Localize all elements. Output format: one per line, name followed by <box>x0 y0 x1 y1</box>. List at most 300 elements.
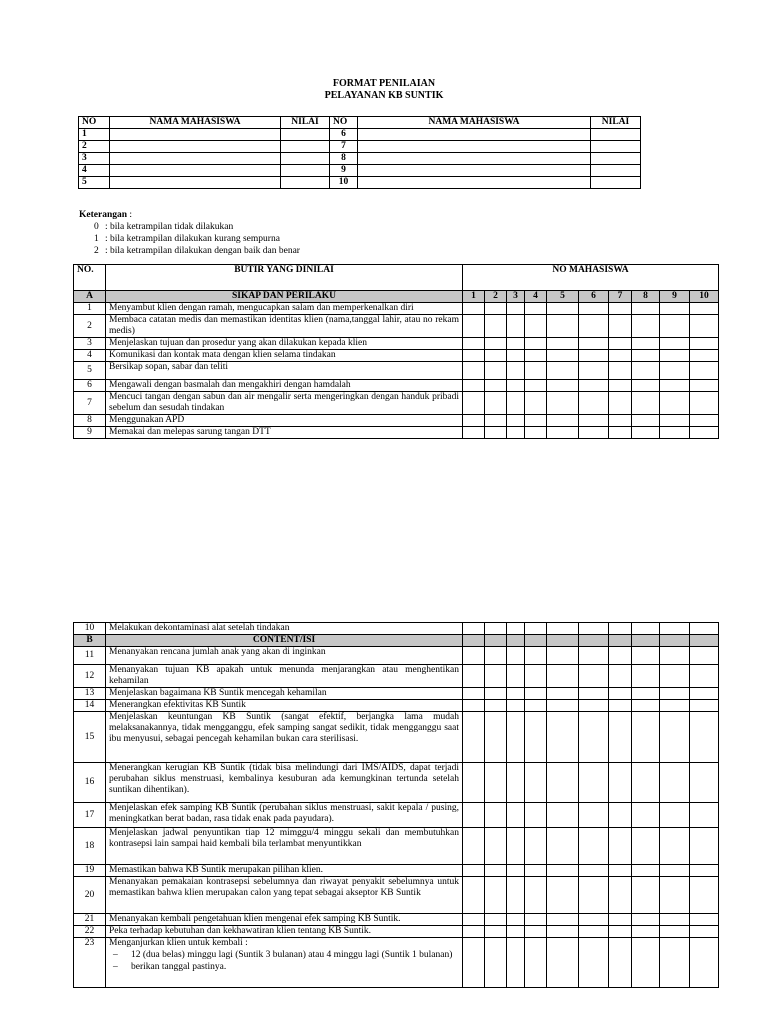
student-col-header: 5 <box>547 291 579 303</box>
nilai-cell[interactable] <box>281 129 330 141</box>
score-cell[interactable] <box>609 647 632 665</box>
score-cell[interactable] <box>485 938 507 988</box>
item-text: Memakai dan melepas sarung tangan DTT <box>106 427 463 439</box>
score-cell[interactable] <box>525 303 547 315</box>
nama-cell[interactable] <box>358 165 591 177</box>
score-cell[interactable] <box>609 803 632 828</box>
header-nama: NAMA MAHASISWA <box>110 117 281 129</box>
score-cell[interactable] <box>547 380 579 392</box>
score-cell[interactable] <box>485 926 507 938</box>
item-text: Bersikap sopan, sabar dan teliti <box>106 362 463 380</box>
nama-cell[interactable] <box>358 129 591 141</box>
score-cell[interactable] <box>660 700 690 712</box>
score-cell[interactable] <box>632 392 660 415</box>
score-cell[interactable] <box>660 623 690 635</box>
nilai-cell[interactable] <box>591 153 641 165</box>
score-cell[interactable] <box>609 415 632 427</box>
score-cell[interactable] <box>463 688 485 700</box>
score-cell[interactable] <box>690 635 719 647</box>
nama-cell[interactable] <box>110 141 281 153</box>
score-cell[interactable] <box>547 665 579 688</box>
score-cell[interactable] <box>507 623 525 635</box>
nama-cell[interactable] <box>358 177 591 189</box>
score-cell[interactable] <box>507 315 525 338</box>
score-cell[interactable] <box>609 865 632 877</box>
score-cell[interactable] <box>579 763 609 803</box>
score-cell[interactable] <box>525 688 547 700</box>
item-text: Menyambut klien dengan ramah, mengucapkan salam dan memperkenalkan diri <box>106 303 463 315</box>
student-col-header: 7 <box>609 291 632 303</box>
score-cell[interactable] <box>547 938 579 988</box>
score-cell[interactable] <box>485 877 507 914</box>
score-cell[interactable] <box>690 415 719 427</box>
score-cell[interactable] <box>632 647 660 665</box>
score-cell[interactable] <box>507 763 525 803</box>
score-cell[interactable] <box>690 427 719 439</box>
score-cell[interactable] <box>507 865 525 877</box>
score-cell[interactable] <box>547 362 579 380</box>
score-cell[interactable] <box>579 427 609 439</box>
score-cell[interactable] <box>660 763 690 803</box>
score-cell[interactable] <box>660 938 690 988</box>
score-cell[interactable] <box>507 415 525 427</box>
score-cell[interactable] <box>632 350 660 362</box>
score-cell[interactable] <box>690 315 719 338</box>
score-cell[interactable] <box>609 303 632 315</box>
keterangan <box>79 209 300 257</box>
score-cell[interactable] <box>547 803 579 828</box>
score-cell[interactable] <box>547 647 579 665</box>
score-cell[interactable] <box>547 415 579 427</box>
score-cell[interactable] <box>609 635 632 647</box>
score-cell[interactable] <box>525 623 547 635</box>
score-cell[interactable] <box>609 914 632 926</box>
score-cell[interactable] <box>507 362 525 380</box>
score-cell[interactable] <box>485 914 507 926</box>
student-col-header: 1 <box>463 291 485 303</box>
nama-cell[interactable] <box>358 153 591 165</box>
score-cell[interactable] <box>579 700 609 712</box>
score-cell[interactable] <box>632 763 660 803</box>
item-number: 11 <box>74 647 106 665</box>
score-cell[interactable] <box>507 926 525 938</box>
nilai-cell[interactable] <box>591 165 641 177</box>
score-cell[interactable] <box>463 647 485 665</box>
item-text: Mencuci tangan dengan sabun dan air mengalir serta mengeringkan dengan handuk pribadi sebelum dan sesudah tindakan <box>106 392 463 415</box>
score-cell[interactable] <box>632 338 660 350</box>
score-cell[interactable] <box>485 350 507 362</box>
score-cell[interactable] <box>690 392 719 415</box>
score-cell[interactable] <box>579 712 609 763</box>
nama-cell[interactable] <box>110 153 281 165</box>
table-row <box>74 392 719 415</box>
nama-cell[interactable] <box>110 165 281 177</box>
score-cell[interactable] <box>547 688 579 700</box>
score-cell[interactable] <box>485 688 507 700</box>
item-number: 6 <box>74 380 106 392</box>
score-cell[interactable] <box>632 877 660 914</box>
score-cell[interactable] <box>525 914 547 926</box>
score-cell[interactable] <box>547 303 579 315</box>
score-cell[interactable] <box>660 647 690 665</box>
score-cell[interactable] <box>660 362 690 380</box>
score-cell[interactable] <box>660 415 690 427</box>
score-cell[interactable] <box>547 635 579 647</box>
nilai-cell[interactable] <box>281 153 330 165</box>
score-cell[interactable] <box>525 362 547 380</box>
score-cell[interactable] <box>632 380 660 392</box>
score-cell[interactable] <box>690 763 719 803</box>
score-cell[interactable] <box>660 380 690 392</box>
score-cell[interactable] <box>632 914 660 926</box>
score-cell[interactable] <box>507 427 525 439</box>
score-cell[interactable] <box>547 763 579 803</box>
score-cell[interactable] <box>525 635 547 647</box>
score-cell[interactable] <box>632 303 660 315</box>
score-cell[interactable] <box>463 623 485 635</box>
score-cell[interactable] <box>507 350 525 362</box>
score-cell[interactable] <box>525 828 547 865</box>
score-cell[interactable] <box>690 877 719 914</box>
score-cell[interactable] <box>485 865 507 877</box>
item-text: Memastikan bahwa KB Suntik merupakan pilihan klien. <box>106 865 463 877</box>
score-cell[interactable] <box>547 427 579 439</box>
score-cell[interactable] <box>690 938 719 988</box>
item-number: 14 <box>74 700 106 712</box>
score-cell[interactable] <box>632 362 660 380</box>
score-cell[interactable] <box>485 380 507 392</box>
score-cell[interactable] <box>463 914 485 926</box>
score-cell[interactable] <box>507 635 525 647</box>
score-cell[interactable] <box>632 623 660 635</box>
score-cell[interactable] <box>609 623 632 635</box>
score-cell[interactable] <box>463 712 485 763</box>
score-cell[interactable] <box>507 392 525 415</box>
score-cell[interactable] <box>632 415 660 427</box>
score-cell[interactable] <box>579 635 609 647</box>
score-cell[interactable] <box>609 362 632 380</box>
score-cell[interactable] <box>525 415 547 427</box>
item-text: Menjelaskan keuntungan KB Suntik (sangat efektif, berjangka lama mudah melaksanakannya, tidak mengganggu, efek samping sangat sedikit, tidak mengganggu saat ibu menyusui, sebagai pencegah kehamilan bukan cara sterilisasi. <box>106 712 463 763</box>
item-text: Menjelaskan tujuan dan prosedur yang akan dilakukan kepada klien <box>106 338 463 350</box>
score-cell[interactable] <box>579 865 609 877</box>
score-cell[interactable] <box>547 700 579 712</box>
score-cell[interactable] <box>463 303 485 315</box>
item-text: Menanyakan tujuan KB apakah untuk menunda menjarangkan atau menghentikan kehamilan <box>106 665 463 688</box>
score-cell[interactable] <box>609 427 632 439</box>
table-row <box>74 914 719 926</box>
score-cell[interactable] <box>525 380 547 392</box>
score-cell[interactable] <box>579 938 609 988</box>
score-cell[interactable] <box>507 877 525 914</box>
score-cell[interactable] <box>507 665 525 688</box>
score-cell[interactable] <box>547 877 579 914</box>
score-cell[interactable] <box>660 803 690 828</box>
score-cell[interactable] <box>463 427 485 439</box>
score-cell[interactable] <box>525 350 547 362</box>
score-cell[interactable] <box>660 688 690 700</box>
score-cell[interactable] <box>609 712 632 763</box>
score-cell[interactable] <box>525 712 547 763</box>
score-cell[interactable] <box>579 803 609 828</box>
score-cell[interactable] <box>525 926 547 938</box>
score-cell[interactable] <box>609 828 632 865</box>
score-cell[interactable] <box>525 763 547 803</box>
score-cell[interactable] <box>485 362 507 380</box>
score-cell[interactable] <box>485 803 507 828</box>
score-cell[interactable] <box>485 303 507 315</box>
student-col-header: 9 <box>660 291 690 303</box>
student-col-header: 6 <box>579 291 609 303</box>
score-cell[interactable] <box>579 392 609 415</box>
score-cell[interactable] <box>463 803 485 828</box>
item-number: 5 <box>74 362 106 380</box>
score-cell[interactable] <box>463 362 485 380</box>
score-cell[interactable] <box>609 700 632 712</box>
score-cell[interactable] <box>463 865 485 877</box>
score-cell[interactable] <box>525 665 547 688</box>
score-cell[interactable] <box>579 350 609 362</box>
score-cell[interactable] <box>463 392 485 415</box>
item-number: 8 <box>74 415 106 427</box>
score-cell[interactable] <box>660 427 690 439</box>
score-cell[interactable] <box>485 665 507 688</box>
score-cell[interactable] <box>690 350 719 362</box>
score-cell[interactable] <box>609 392 632 415</box>
score-cell[interactable] <box>525 315 547 338</box>
score-cell[interactable] <box>660 865 690 877</box>
score-cell[interactable] <box>507 828 525 865</box>
score-cell[interactable] <box>632 700 660 712</box>
score-cell[interactable] <box>485 415 507 427</box>
score-cell[interactable] <box>485 338 507 350</box>
score-cell[interactable] <box>463 700 485 712</box>
nilai-cell[interactable] <box>281 177 330 189</box>
score-cell[interactable] <box>690 828 719 865</box>
score-cell[interactable] <box>690 303 719 315</box>
score-cell[interactable] <box>507 712 525 763</box>
score-cell[interactable] <box>485 647 507 665</box>
score-cell[interactable] <box>632 926 660 938</box>
score-cell[interactable] <box>463 415 485 427</box>
score-cell[interactable] <box>579 380 609 392</box>
score-cell[interactable] <box>485 828 507 865</box>
score-cell[interactable] <box>463 315 485 338</box>
score-cell[interactable] <box>463 877 485 914</box>
score-cell[interactable] <box>660 635 690 647</box>
score-cell[interactable] <box>547 828 579 865</box>
score-cell[interactable] <box>525 392 547 415</box>
score-cell[interactable] <box>507 938 525 988</box>
score-cell[interactable] <box>609 350 632 362</box>
score-cell[interactable] <box>660 303 690 315</box>
score-cell[interactable] <box>547 914 579 926</box>
score-cell[interactable] <box>507 914 525 926</box>
score-cell[interactable] <box>609 338 632 350</box>
score-cell[interactable] <box>632 938 660 988</box>
score-cell[interactable] <box>525 938 547 988</box>
table-row <box>74 763 719 803</box>
score-cell[interactable] <box>485 427 507 439</box>
score-cell[interactable] <box>507 647 525 665</box>
score-cell[interactable] <box>485 700 507 712</box>
score-cell[interactable] <box>660 315 690 338</box>
score-cell[interactable] <box>690 914 719 926</box>
score-cell[interactable] <box>547 865 579 877</box>
score-cell[interactable] <box>485 763 507 803</box>
score-cell[interactable] <box>609 665 632 688</box>
item-text-cell <box>106 938 463 988</box>
score-cell[interactable] <box>547 338 579 350</box>
keterangan-code: 0 <box>94 222 99 232</box>
score-cell[interactable] <box>507 338 525 350</box>
score-cell[interactable] <box>660 926 690 938</box>
nama-cell[interactable] <box>358 141 591 153</box>
score-cell[interactable] <box>609 877 632 914</box>
header-no-mahasiswa: NO MAHASISWA <box>463 265 719 291</box>
score-cell[interactable] <box>463 665 485 688</box>
score-cell[interactable] <box>690 362 719 380</box>
nilai-cell[interactable] <box>281 165 330 177</box>
score-cell[interactable] <box>609 763 632 803</box>
score-cell[interactable] <box>525 338 547 350</box>
score-cell[interactable] <box>579 877 609 914</box>
score-cell[interactable] <box>690 380 719 392</box>
item-number: 21 <box>74 914 106 926</box>
score-cell[interactable] <box>632 688 660 700</box>
score-cell[interactable] <box>485 635 507 647</box>
score-cell[interactable] <box>632 665 660 688</box>
nama-cell[interactable] <box>110 177 281 189</box>
score-cell[interactable] <box>609 926 632 938</box>
item-text: Menjelaskan bagaimana KB Suntik mencegah kehamilan <box>106 688 463 700</box>
nilai-cell[interactable] <box>591 141 641 153</box>
header-nilai-2: NILAI <box>591 117 641 129</box>
score-cell[interactable] <box>690 338 719 350</box>
score-cell[interactable] <box>660 712 690 763</box>
score-cell[interactable] <box>507 380 525 392</box>
score-cell[interactable] <box>609 938 632 988</box>
score-cell[interactable] <box>579 828 609 865</box>
score-cell[interactable] <box>660 828 690 865</box>
item-text: Melakukan dekontaminasi alat setelah tindakan <box>106 623 463 635</box>
score-cell[interactable] <box>547 712 579 763</box>
score-cell[interactable] <box>632 803 660 828</box>
score-cell[interactable] <box>525 803 547 828</box>
score-cell[interactable] <box>525 427 547 439</box>
score-cell[interactable] <box>690 665 719 688</box>
score-cell[interactable] <box>547 315 579 338</box>
score-cell[interactable] <box>579 338 609 350</box>
score-cell[interactable] <box>579 315 609 338</box>
score-cell[interactable] <box>463 938 485 988</box>
score-cell[interactable] <box>485 712 507 763</box>
score-cell[interactable] <box>507 803 525 828</box>
score-cell[interactable] <box>463 635 485 647</box>
score-cell[interactable] <box>463 350 485 362</box>
keterangan-item <box>79 245 300 257</box>
item-number: 7 <box>74 392 106 415</box>
student-col-header: 8 <box>632 291 660 303</box>
score-cell[interactable] <box>485 623 507 635</box>
score-cell[interactable] <box>690 700 719 712</box>
score-cell[interactable] <box>690 865 719 877</box>
score-cell[interactable] <box>547 392 579 415</box>
score-cell[interactable] <box>579 623 609 635</box>
score-cell[interactable] <box>690 623 719 635</box>
score-cell[interactable] <box>632 635 660 647</box>
score-cell[interactable] <box>609 315 632 338</box>
score-cell[interactable] <box>463 828 485 865</box>
score-cell[interactable] <box>632 828 660 865</box>
score-cell[interactable] <box>525 877 547 914</box>
score-cell[interactable] <box>632 712 660 763</box>
score-cell[interactable] <box>525 865 547 877</box>
score-cell[interactable] <box>579 303 609 315</box>
item-number: 17 <box>74 803 106 828</box>
score-cell[interactable] <box>579 415 609 427</box>
score-cell[interactable] <box>579 665 609 688</box>
item-text: Menerangkan efektivitas KB Suntik <box>106 700 463 712</box>
score-cell[interactable] <box>525 647 547 665</box>
score-cell[interactable] <box>579 647 609 665</box>
score-cell[interactable] <box>660 392 690 415</box>
score-cell[interactable] <box>632 427 660 439</box>
score-cell[interactable] <box>579 688 609 700</box>
score-cell[interactable] <box>485 392 507 415</box>
score-cell[interactable] <box>463 926 485 938</box>
row-number: 5 <box>79 177 110 189</box>
score-cell[interactable] <box>507 700 525 712</box>
score-cell[interactable] <box>525 700 547 712</box>
score-cell[interactable] <box>547 350 579 362</box>
score-cell[interactable] <box>609 688 632 700</box>
nilai-cell[interactable] <box>591 129 641 141</box>
score-cell[interactable] <box>690 712 719 763</box>
score-cell[interactable] <box>660 350 690 362</box>
score-cell[interactable] <box>609 380 632 392</box>
score-cell[interactable] <box>507 688 525 700</box>
score-cell[interactable] <box>660 914 690 926</box>
score-cell[interactable] <box>660 338 690 350</box>
score-cell[interactable] <box>547 926 579 938</box>
score-cell[interactable] <box>579 926 609 938</box>
score-cell[interactable] <box>660 877 690 914</box>
score-cell[interactable] <box>632 865 660 877</box>
score-cell[interactable] <box>632 315 660 338</box>
score-cell[interactable] <box>690 647 719 665</box>
score-cell[interactable] <box>690 926 719 938</box>
score-cell[interactable] <box>547 623 579 635</box>
score-cell[interactable] <box>463 380 485 392</box>
score-cell[interactable] <box>690 688 719 700</box>
score-cell[interactable] <box>507 303 525 315</box>
score-cell[interactable] <box>660 665 690 688</box>
bullet-text: berikan tanggal pastinya. <box>131 962 227 972</box>
score-cell[interactable] <box>485 315 507 338</box>
nilai-cell[interactable] <box>591 177 641 189</box>
nama-cell[interactable] <box>110 129 281 141</box>
score-cell[interactable] <box>579 362 609 380</box>
item-number: 15 <box>74 712 106 763</box>
score-cell[interactable] <box>463 338 485 350</box>
item-number: 16 <box>74 763 106 803</box>
score-cell[interactable] <box>690 803 719 828</box>
nilai-cell[interactable] <box>281 141 330 153</box>
score-cell[interactable] <box>579 914 609 926</box>
item-text: Menanyakan rencana jumlah anak yang akan di inginkan <box>106 647 463 665</box>
score-cell[interactable] <box>463 763 485 803</box>
